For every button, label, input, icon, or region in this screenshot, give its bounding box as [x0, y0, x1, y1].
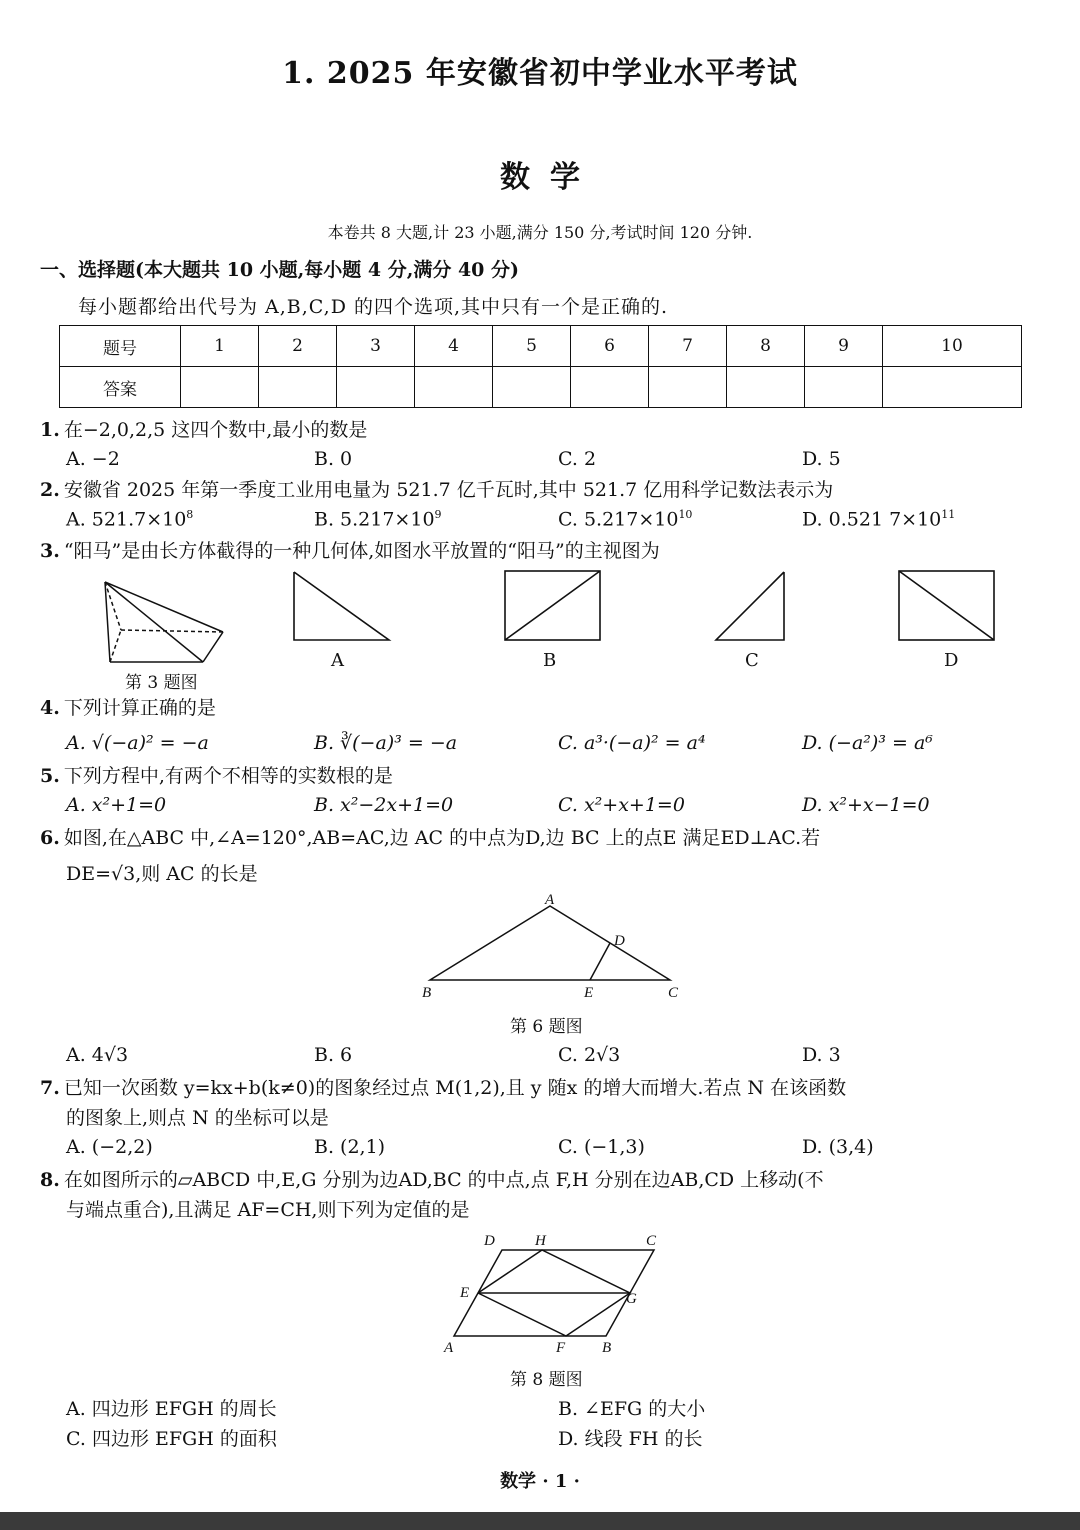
answer-table-label: 答案 [60, 367, 181, 408]
q6-point-e: E [584, 985, 594, 1001]
question-3 [40, 537, 660, 565]
answer-cell[interactable] [649, 367, 727, 408]
option-exponent: 11 [941, 508, 956, 521]
q6-option-c[interactable]: C. 2√3 [558, 1044, 621, 1066]
q8-point-h: H [535, 1233, 546, 1249]
q5-option-c[interactable]: C. x²+x+1=0 [558, 794, 685, 816]
question-text: 已知一次函数 y=kx+b(k≠0)的图象经过点 M(1,2),且 y 随x 的增大而增大.若点 N 在该函数 [63, 1077, 847, 1099]
q3-label-d: D [944, 650, 959, 671]
q8-point-d: D [484, 1233, 495, 1249]
answer-cell[interactable] [259, 367, 337, 408]
answer-table-number: 4 [415, 326, 493, 367]
q6-option-a[interactable]: A. 4√3 [66, 1044, 129, 1066]
answer-cell[interactable] [727, 367, 805, 408]
option-exponent: 10 [678, 508, 693, 521]
answer-table-number: 6 [571, 326, 649, 367]
subject-heading [0, 152, 1080, 196]
section-heading: 一、选择题(本大题共 10 小题,每小题 4 分,满分 40 分) [40, 259, 519, 281]
question-text: 下列计算正确的是 [63, 697, 216, 719]
q5-option-b[interactable]: B. x²−2x+1=0 [314, 794, 454, 816]
exam-title: 1. 2025 年安徽省初中学业水平考试 [282, 56, 798, 91]
answer-table-answer-row [60, 367, 1022, 408]
option-text: D. 0.521 7×10 [802, 508, 942, 531]
option-exponent: 9 [434, 508, 442, 521]
q6-point-b: B [422, 985, 432, 1001]
exam-note: 本卷共 8 大题,计 23 小题,满分 150 分,考试时间 120 分钟. [327, 223, 753, 242]
question-text: 在−2,0,2,5 这四个数中,最小的数是 [63, 419, 368, 441]
answer-table-number: 3 [337, 326, 415, 367]
q8-point-c: C [646, 1233, 657, 1249]
q3-option-d-figure[interactable] [896, 568, 998, 644]
option-text: C. 5.217×10 [558, 508, 679, 531]
q6-figure-caption: 第 6 题图 [510, 1017, 583, 1037]
q4-option-c[interactable]: C. a³·(−a)² = a⁴ [558, 732, 706, 754]
q7-option-c[interactable]: C. (−1,3) [558, 1136, 645, 1158]
answer-table-number: 7 [649, 326, 727, 367]
option-text: B. 5.217×10 [314, 508, 435, 531]
q6-triangle-figure [412, 892, 692, 1004]
answer-cell[interactable] [337, 367, 415, 408]
q8-option-b[interactable]: B. ∠EFG 的大小 [558, 1398, 706, 1420]
q8-parallelogram-figure [436, 1228, 666, 1358]
q6-point-c: C [668, 985, 679, 1001]
q2-option-d[interactable] [802, 508, 955, 530]
q4-option-a[interactable]: A. √(−a)² = −a [66, 732, 209, 754]
answer-cell[interactable] [883, 367, 1022, 408]
question-number: 8. [40, 1169, 60, 1191]
q8-option-a[interactable]: A. 四边形 EFGH 的周长 [66, 1398, 277, 1420]
question-1 [40, 416, 367, 444]
q1-option-a[interactable]: A. −2 [66, 448, 120, 470]
question-text: 下列方程中,有两个不相等的实数根的是 [63, 765, 393, 787]
q3-label-c: C [745, 650, 759, 671]
q8-figure-caption: 第 8 题图 [510, 1370, 583, 1390]
q4-option-b[interactable]: B. ∛(−a)³ = −a [314, 732, 458, 754]
answer-table-number: 9 [805, 326, 883, 367]
q4-option-d[interactable]: D. (−a²)³ = a⁶ [802, 732, 933, 754]
q8-option-d[interactable]: D. 线段 FH 的长 [558, 1428, 703, 1450]
answer-table [59, 325, 1022, 408]
answer-table-number: 2 [259, 326, 337, 367]
question-text: 在如图所示的▱ABCD 中,E,G 分别为边AD,BC 的中点,点 F,H 分别在边AB,CD 上移动(不 [63, 1169, 824, 1191]
q8-point-a: A [444, 1340, 454, 1356]
question-2 [40, 476, 833, 504]
q8-point-b: B [602, 1340, 612, 1356]
q5-option-d[interactable]: D. x²+x−1=0 [802, 794, 930, 816]
question-8 [40, 1166, 824, 1194]
page-footer: 数学 · 1 · [500, 1471, 580, 1492]
question-8-line-2: 与端点重合),且满足 AF=CH,则下列为定值的是 [66, 1199, 470, 1221]
question-text: “阳马”是由长方体截得的一种几何体,如图水平放置的“阳马”的主视图为 [63, 540, 660, 562]
question-number: 5. [40, 765, 60, 787]
bottom-bar [0, 1512, 1080, 1530]
question-6-line-2: DE=√3,则 AC 的长是 [66, 863, 258, 885]
answer-table-label: 题号 [60, 326, 181, 367]
q7-option-b[interactable]: B. (2,1) [314, 1136, 386, 1158]
question-6 [40, 824, 820, 852]
q1-option-b[interactable]: B. 0 [314, 448, 353, 470]
question-number: 7. [40, 1077, 60, 1099]
q3-option-a-figure[interactable] [290, 568, 394, 644]
q8-point-f: F [556, 1340, 566, 1356]
question-5 [40, 762, 393, 790]
question-number: 2. [40, 479, 60, 501]
q6-option-b[interactable]: B. 6 [314, 1044, 353, 1066]
question-7 [40, 1074, 846, 1102]
question-number: 3. [40, 540, 60, 562]
answer-table-number: 10 [883, 326, 1022, 367]
question-text: 安徽省 2025 年第一季度工业用电量为 521.7 亿千瓦时,其中 521.7 亿用科学记数法表示为 [63, 479, 834, 501]
q8-option-c[interactable]: C. 四边形 EFGH 的面积 [66, 1428, 277, 1450]
subject-char-2: 学 [550, 160, 580, 195]
q8-point-g: G [626, 1291, 637, 1307]
q3-figure-caption: 第 3 题图 [125, 673, 198, 693]
q7-option-d[interactable]: D. (3,4) [802, 1136, 874, 1158]
question-number: 4. [40, 697, 60, 719]
answer-cell[interactable] [805, 367, 883, 408]
q7-option-a[interactable]: A. (−2,2) [66, 1136, 153, 1158]
answer-table-header-row [60, 326, 1022, 367]
question-7-line-2: 的图象上,则点 N 的坐标可以是 [66, 1107, 329, 1129]
question-number: 1. [40, 419, 60, 441]
q3-option-b-figure[interactable] [502, 568, 604, 644]
question-4 [40, 694, 216, 722]
answer-table-number: 5 [493, 326, 571, 367]
q1-option-d[interactable]: D. 5 [802, 448, 841, 470]
q8-point-e: E [460, 1285, 470, 1301]
section-instruction: 每小题都给出代号为 A,B,C,D 的四个选项,其中只有一个是正确的. [78, 296, 669, 318]
answer-cell[interactable] [181, 367, 259, 408]
q2-option-b[interactable] [314, 508, 442, 530]
q2-option-c[interactable] [558, 508, 692, 530]
q6-point-d: D [614, 933, 625, 949]
q3-solid-figure [95, 574, 235, 666]
q5-option-a[interactable]: A. x²+1=0 [66, 794, 167, 816]
answer-table-number: 1 [181, 326, 259, 367]
q2-option-a[interactable] [66, 508, 193, 530]
q3-label-b: B [543, 650, 557, 671]
answer-cell[interactable] [493, 367, 571, 408]
subject-char-1: 数 [500, 160, 530, 195]
answer-cell[interactable] [415, 367, 493, 408]
question-text: 如图,在△ABC 中,∠A=120°,AB=AC,边 AC 的中点为D,边 BC 上的点E 满足ED⊥AC.若 [63, 827, 821, 849]
question-number: 6. [40, 827, 60, 849]
q6-option-d[interactable]: D. 3 [802, 1044, 841, 1066]
q3-option-c-figure[interactable] [712, 568, 790, 644]
answer-table-number: 8 [727, 326, 805, 367]
option-text: A. 521.7×10 [66, 508, 187, 531]
q1-option-c[interactable]: C. 2 [558, 448, 597, 470]
option-exponent: 8 [186, 508, 194, 521]
answer-cell[interactable] [571, 367, 649, 408]
q3-label-a: A [331, 650, 344, 671]
q6-point-a: A [545, 892, 555, 908]
